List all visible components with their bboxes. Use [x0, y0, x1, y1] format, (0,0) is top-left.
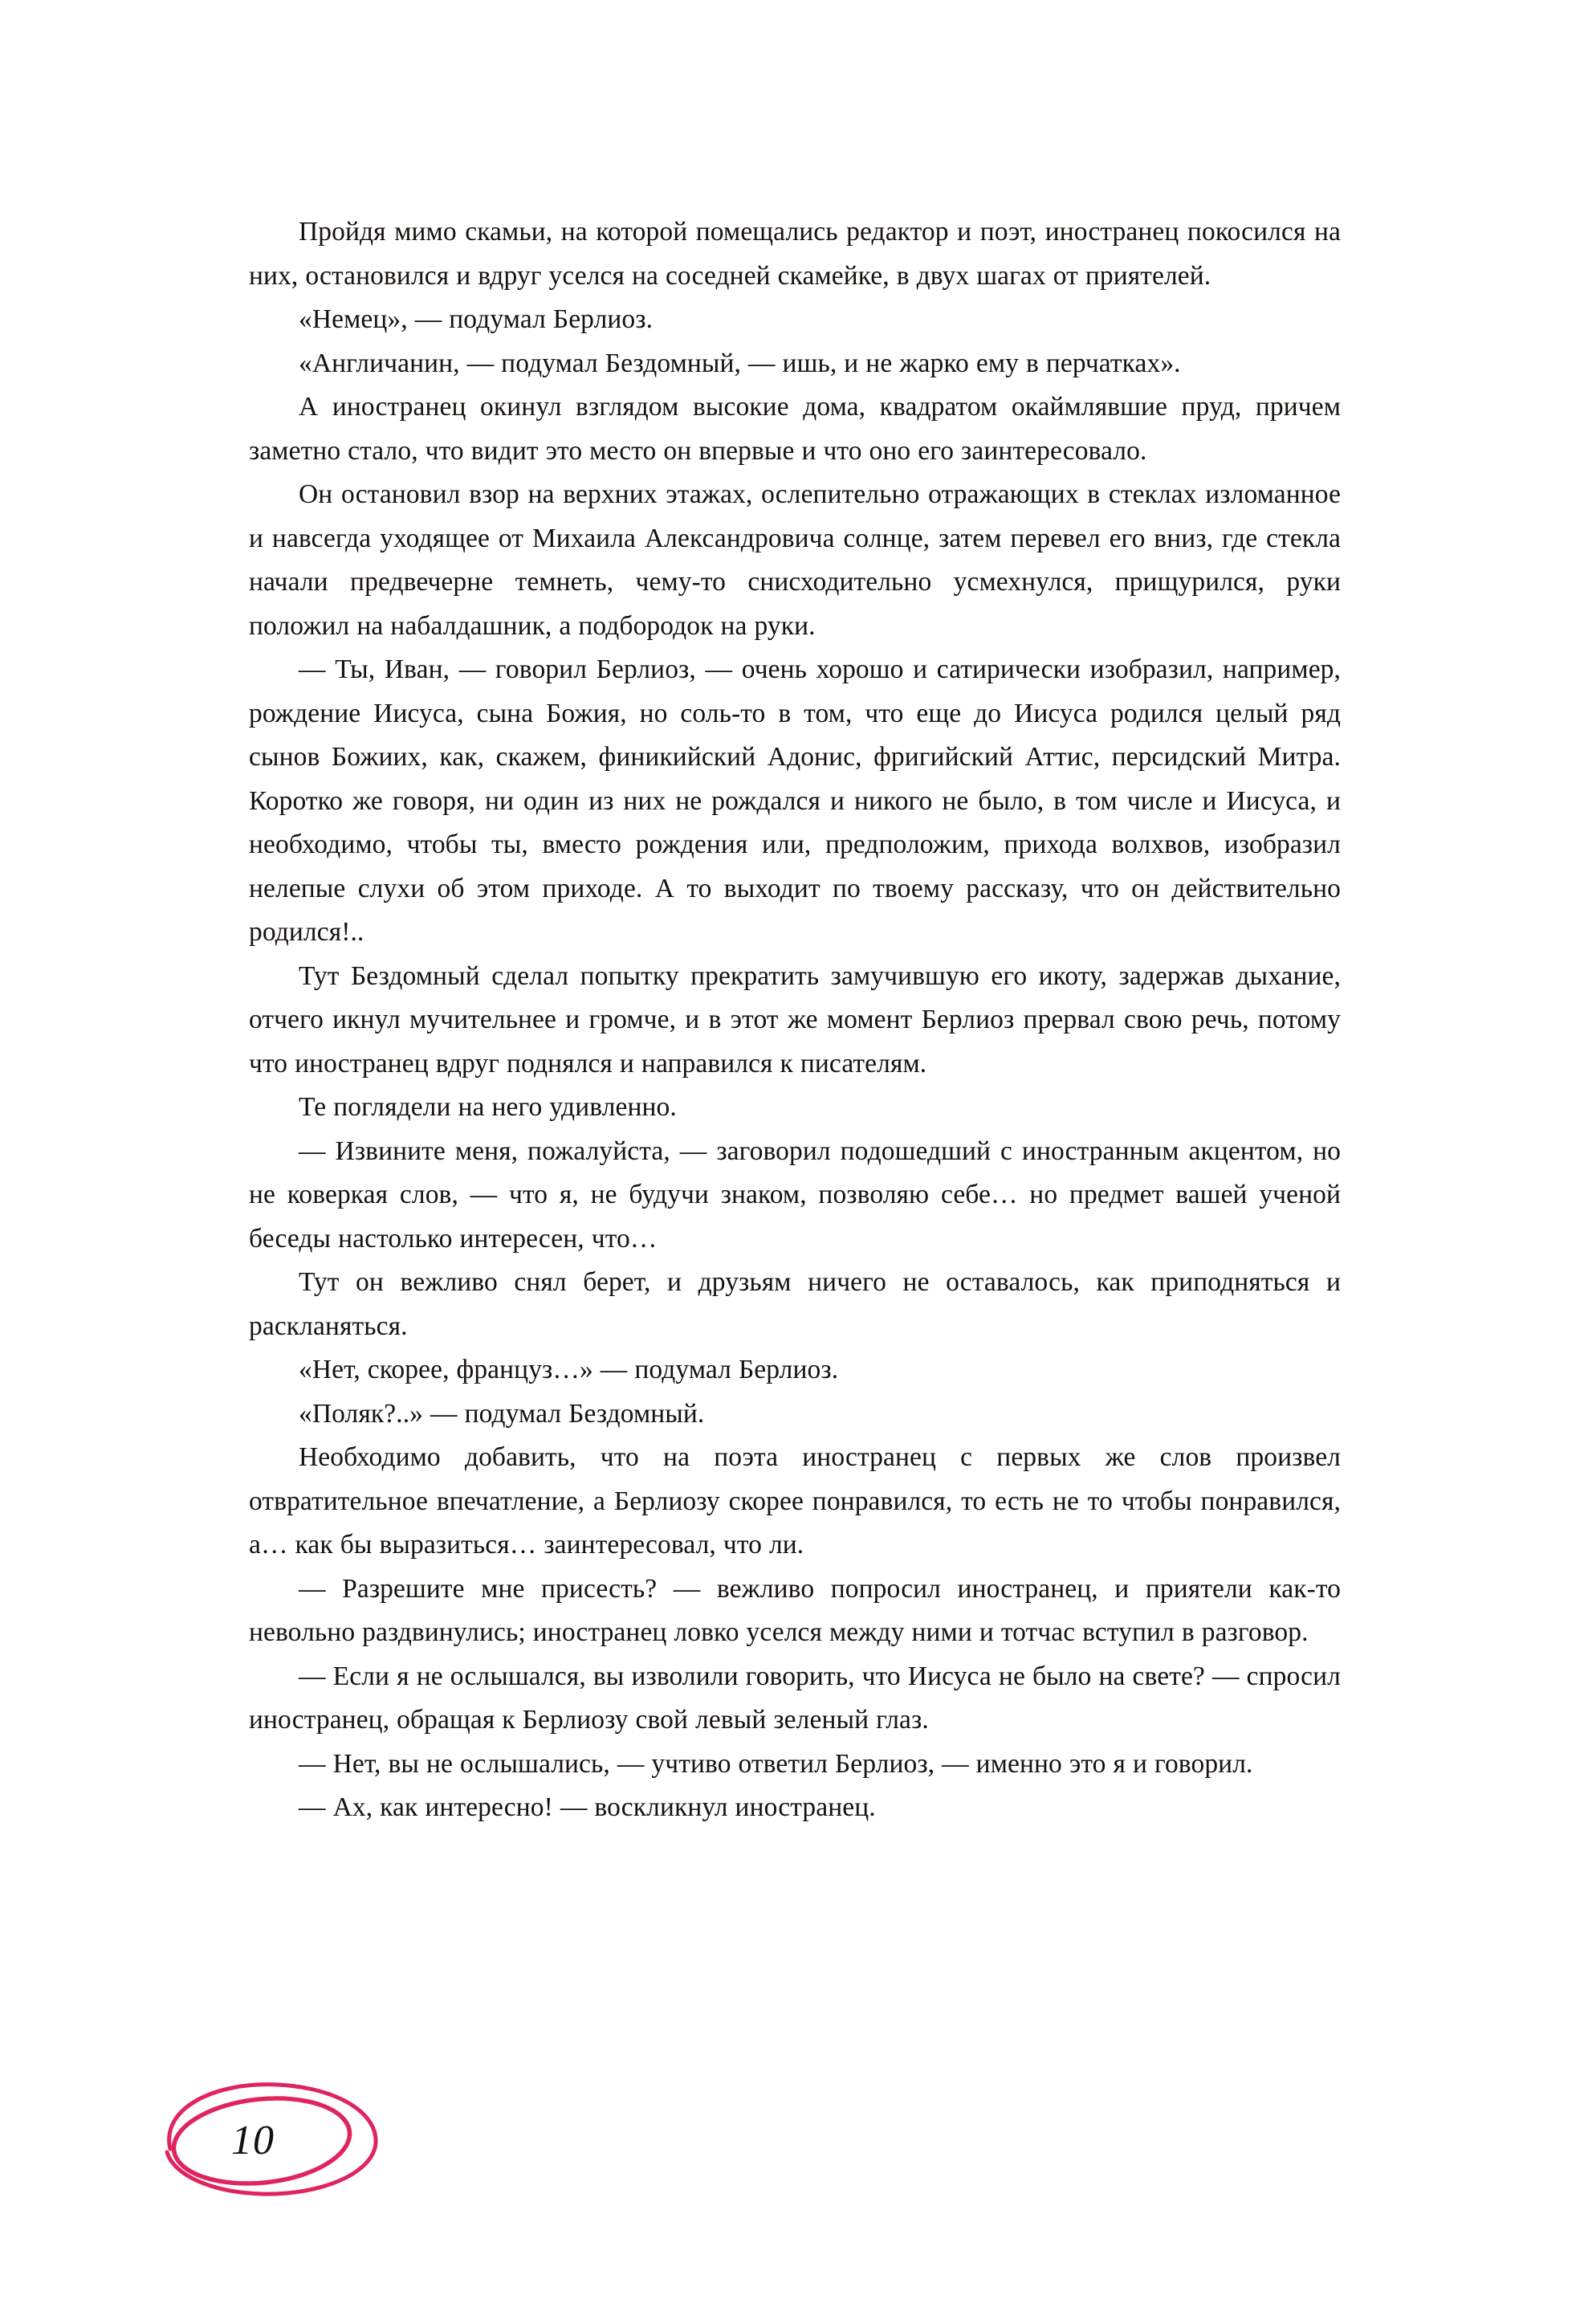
- paragraph: «Англичанин, — подумал Бездомный, — ишь, и не жарко ему в перчатках».: [299, 348, 1181, 378]
- paragraph: А иностранец окинул взглядом высокие дома, квадратом окаймлявшие пруд, причем заметно стало, что видит это место он впервые и что оно его заинтересовало.: [249, 392, 1341, 466]
- paragraph: — Извините меня, пожалуйста, — заговорил подошедший с иностранным акцентом, но не коверкая слов, — что я, не будучи знаком, позволяю себе… но предмет вашей ученой беседы настолько интересен, что…: [249, 1135, 1341, 1254]
- paragraph: Тут он вежливо снял берет, и друзьям ничего не оставалось, как приподняться и раскланяться.: [249, 1267, 1341, 1341]
- paragraph: — Ты, Иван, — говорил Берлиоз, — очень хорошо и сатирически изобразил, например, рождение Иисуса, сына Божия, но соль-то в том, что еще до Иисуса родился целый ряд сынов Божиих, как, скажем, финикийский Адонис, фригийский Аттис, персидский Митра. Коротко же говоря, ни один из них не рождался и никого не было, в том числе и Иисуса, и необходимо, чтобы ты, вместо рождения или, предположим, прихода волхвов, изобразил нелепые слухи об этом приходе. А то выходит по твоему рассказу, что он действительно родился!..: [249, 654, 1341, 947]
- paragraph: — Если я не ослышался, вы изволили говорить, что Иисуса не было на свете? — спросил иностранец, обращая к Берлиозу свой левый зеленый глаз.: [249, 1661, 1341, 1735]
- page-number: 10: [231, 2118, 275, 2163]
- paragraph: «Немец», — подумал Берлиоз.: [299, 304, 654, 334]
- paragraph: «Нет, скорее, француз…» — подумал Берлиоз.: [299, 1355, 839, 1384]
- paragraph: Тут Бездомный сделал попытку прекратить замучившую его икоту, задержав дыхание, отчего икнул мучительнее и громче, и в этот же момент Берлиоз прервал свою речь, потому что иностранец вдруг поднялся и направился к писателям.: [249, 960, 1341, 1078]
- page-text-body: [249, 210, 1341, 1830]
- paragraph: — Ах, как интересно! — воскликнул иностранец.: [299, 1792, 876, 1822]
- page-number-area: [120, 2075, 409, 2228]
- paragraph: Те поглядели на него удивленно.: [299, 1092, 677, 1122]
- paragraph: Он остановил взор на верхних этажах, ослепительно отражающих в стеклах изломанное и навсегда уходящее от Михаила Александровича солнце, затем перевел его вниз, где стекла начали предвечерне темнеть, чему-то снисходительно усмехнулся, прищурился, руки положил на набалдашник, а подбородок на руки.: [249, 479, 1341, 641]
- paragraph: — Разрешите мне присесть? — вежливо попросил иностранец, и приятели как-то невольно раздвинулись; иностранец ловко уселся между ними и тотчас вступил в разговор.: [249, 1573, 1341, 1647]
- paragraph: Необходимо добавить, что на поэта иностранец с первых же слов произвел отвратительное впечатление, а Берлиозу скорее понравился, то есть не то чтобы понравился, а… как бы выразиться… заинтересовал, что ли.: [249, 1442, 1341, 1560]
- paragraph: Пройдя мимо скамьи, на которой помещались редактор и поэт, иностранец покосился на них, остановился и вдруг уселся на соседней скамейке, в двух шагах от приятелей.: [249, 217, 1341, 291]
- paragraph: — Нет, вы не ослышались, — учтиво ответил Берлиоз, — именно это я и говорил.: [299, 1748, 1253, 1779]
- paragraph: «Поляк?..» — подумал Бездомный.: [299, 1398, 705, 1429]
